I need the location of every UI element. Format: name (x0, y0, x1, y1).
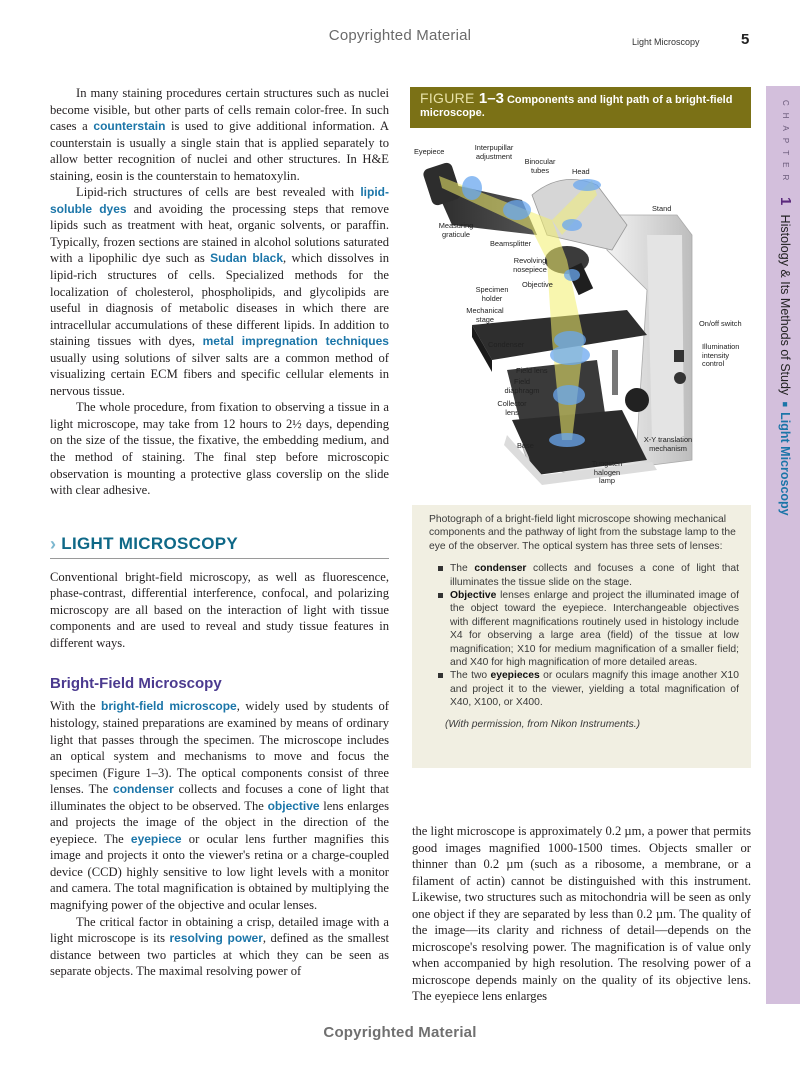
keyword-objective: objective (267, 798, 320, 813)
text: or ocular lens further magnifies this image and projects it onto the viewer's retina or a charge-coupled device (CCD) highly sensitive to low light levels with a monitor and camera. The total magnification is obtained by multiplying the magnifying power of the objective and ocular lenses. (50, 831, 389, 912)
caption-list (429, 562, 739, 709)
figure-header (410, 87, 751, 128)
text: , defined as the smallest distance between two particles at which they can be seen as separate objects. The maximal resolving power of (50, 931, 389, 979)
label-eyepiece: Eyepiece (414, 147, 445, 156)
keyword-eyepiece: eyepiece (130, 831, 182, 846)
label-specimen-holder: Specimen holder (475, 285, 509, 303)
caption-intro: Photograph of a bright-field light microscope showing mechanical components and the pathway of light from the substage lamp to the eye of the observer. The optical system has three sets of lenses: (429, 514, 736, 552)
caption-credit: (With permission, from Nikon Instruments.) (445, 718, 641, 730)
keyword-lipid-soluble-dyes: lipid-soluble dyes (50, 185, 389, 216)
label-tungsten-lamp: Tungsten halogen lamp (591, 459, 623, 485)
text: In many staining procedures certain structures such as nuclei become visible, but other parts of cells remain color-free. In such cases a (50, 86, 389, 134)
label-field-diaphragm: Field diaphragm (504, 377, 540, 395)
text: , which dissolves in lipid-rich structures of cells. Specialized methods for the localization of cholesterol, phospholipids, and glycolipids are useful in diagnosis of metabolic diseases in which there are intracellular accumulations of these different lipids. In addition to staining tissues with dyes, (50, 251, 390, 349)
label-binocular-tubes: Binocular tubes (524, 157, 556, 175)
bold-term: eyepieces (490, 670, 540, 682)
text: lens enlarges and projects the image of the object in the direction of the eyepiece. The (50, 798, 389, 846)
text: Lipid-rich structures of cells are best revealed with (76, 185, 361, 200)
chapter-number: 1 (777, 196, 794, 206)
separator-square-icon: ■ (780, 398, 790, 409)
caption-bullet-eyepieces (438, 669, 739, 709)
label-xy-translation: X-Y translation mechanism (643, 435, 693, 453)
copyright-watermark-bottom: Copyrighted Material (323, 1024, 477, 1041)
keyword-resolving-power: resolving power (169, 931, 263, 946)
label-onoff-switch: On/off switch (699, 319, 742, 328)
label-illumination-control: Illumination intensity control (702, 342, 740, 368)
figure-label: FIGURE (420, 90, 479, 106)
paragraph-procedure: The whole procedure, from fixation to observing a tissue in a light microscope, may take from 12 hours to 2½ days, depending on the size of the tissue, the fixative, the embedding medium, and the method of staining. The final step before microscopic observation is mounting a protective glass coverslip on the slide with clear adhesive. (50, 400, 389, 498)
figure-number: 1–3 (478, 90, 504, 107)
label-stand: Stand (652, 204, 672, 213)
label-mechanical-stage: Mechanical stage (466, 306, 504, 324)
text: or oculars magnify this image another X10 and project it to the viewer, yielding a total magnification of X40, X100, or X400. (450, 670, 739, 709)
paragraph-lipid (50, 184, 389, 399)
label-head: Head (572, 167, 590, 176)
page-number: 5 (741, 31, 750, 48)
subheading: Bright-Field Microscopy (50, 675, 222, 693)
text: The critical factor in obtaining a crisp, detailed image with a light microscope is its (50, 914, 389, 946)
paragraph-resolving-power (50, 914, 389, 980)
paragraph-resolution: the light microscope is approximately 0.2 µm, a power that permits good images magnified 1000-1500 times. Objects smaller or thinner than 0.2 µm (such as a ribosome, a membrane, or a filament of actin) cannot be distinguished with this instrument. Likewise, two structures such as mitochondria will be seen as only one object if they are separated by less than 0.2 µm. The quality of the image—its clarity and richness of detail—depends on the microscope's resolving power. The magnification is of value only when accompanied by high resolution. The resolving power of a microscope depends mainly on the quality of its objective lens. The eyepiece lens enlarges (412, 824, 751, 1004)
chevron-icon: › (50, 533, 57, 554)
caption-bullet-objective (438, 589, 739, 669)
text: , widely used by students of histology, stained preparations are examined by means of ordinary light that passes through the specimen. The microscope includes an optical system and mechanisms to move and focus the specimen (Figure 1–3). The optical components consist of three lenses. The (50, 699, 389, 797)
keyword-bright-field-microscope: bright-field microscope (101, 699, 237, 714)
keyword-condenser: condenser (113, 782, 174, 797)
bold-term: condenser (474, 563, 527, 575)
label-interpupillar: Interpupillar adjustment (474, 143, 514, 161)
chapter-title: Histology & Its Methods of Study (778, 214, 792, 396)
chapter-label: CHAPTER (781, 100, 790, 188)
keyword-metal-impregnation: metal impregnation techniques (202, 334, 389, 349)
section-heading (50, 534, 389, 559)
label-field-lens: Field lens (516, 366, 548, 375)
left-column (50, 85, 389, 980)
figure-title: Components and light path of a bright-field microscope. (420, 94, 733, 119)
label-objective: Objective (522, 280, 553, 289)
keyword-sudan-black: Sudan black (210, 251, 284, 266)
label-measuring-graticule: Measuring graticule (438, 221, 474, 239)
text: and avoiding the processing steps that remove lipids such as treatment with heat, organic solvents, or paraffin. Typically, frozen sections are stained in alcohol solutions saturated with a lipophilic dye such as (50, 201, 389, 266)
text: collects and focuses a cone of light that illuminates the tissue slide on the stage. (450, 563, 739, 588)
paragraph-bright-field (50, 698, 389, 913)
paragraph-conventional: Conventional bright-field microscopy, as well as fluorescence, phase-contrast, differential interference, confocal, and polarizing microscopy are all based on the interaction of light with tissue components and are used to reveal and study tissue features in different ways. (50, 569, 389, 650)
caption-bullet-condenser (438, 562, 739, 589)
text: With the (50, 699, 102, 714)
label-collector-lens: Collector lens (497, 399, 527, 417)
text: lenses enlarge and project the illuminated image of the object toward the eyepiece. Interchangeable objectives with different magnifications routinely used in histology include X4 for observing a large area (field) of the tissue at low magnification; X10 for medium magnification of a smaller field; and X40 for high magnification of more detailed areas. (450, 590, 739, 669)
keyword-counterstain: counterstain (93, 119, 166, 134)
text: collects and focuses a cone of light that illuminates the object to be observed. The (50, 782, 390, 813)
bold-term: Objective (450, 590, 497, 602)
microscope-photo (412, 140, 752, 495)
text: The (450, 563, 475, 575)
label-base: Base (517, 441, 534, 450)
chapter-tab-text (774, 100, 794, 516)
figure-caption (412, 505, 751, 768)
text: usually using solutions of silver salts are a common method of visualizing certain ECM fibers and specific cellular elements in nervous tissue. (50, 350, 389, 398)
label-beamsplitter: Beamsplitter (490, 239, 532, 248)
label-revolving-nosepiece: Revolving nosepiece (513, 256, 547, 274)
right-column (412, 823, 751, 1005)
running-head: Light Microscopy (632, 37, 700, 47)
section-title: Light Microscopy (778, 412, 792, 516)
section-heading-text: LIGHT MICROSCOPY (61, 534, 238, 554)
text: The two (450, 670, 491, 682)
copyright-watermark-top: Copyrighted Material (328, 27, 472, 44)
label-condenser: Condenser (488, 340, 525, 349)
text: is used to give additional information. A counterstain is usually a single stain that is applied separately to allow better recognition of nuclei and other structures. In H&E staining, eosin is the counterstain to hematoxylin. (50, 119, 389, 183)
paragraph-counterstain (50, 85, 389, 184)
